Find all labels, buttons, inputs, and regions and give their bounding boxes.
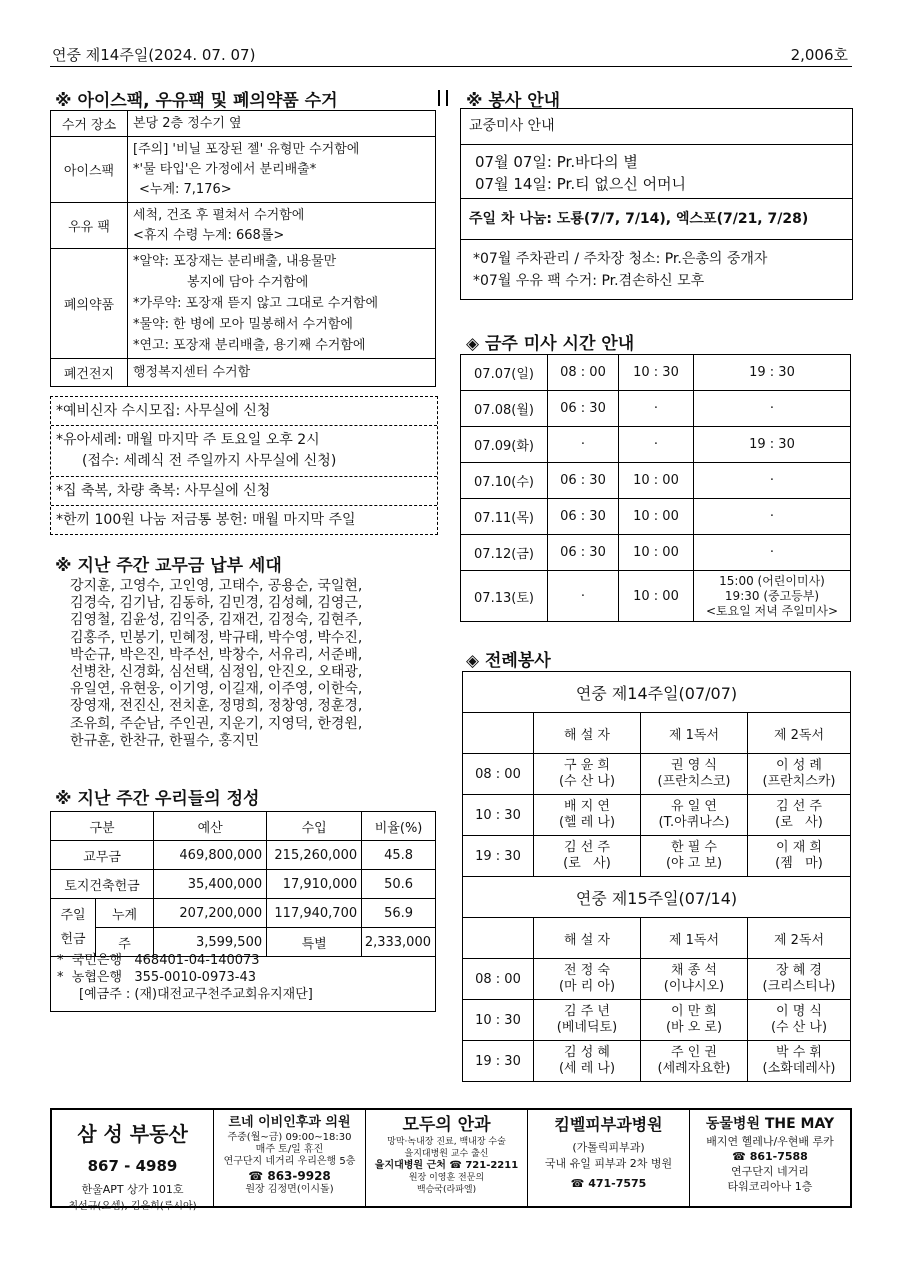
liturgy-time: 19 : 30	[463, 836, 534, 877]
mass-time: 10 : 00	[619, 499, 694, 535]
mass-time: 06 : 30	[548, 463, 619, 499]
liturgy-week-title: 연중 제15주일(07/14)	[463, 877, 851, 918]
ad-dermatology: 킴벨피부과병원 (가톨릭피부과) 국내 유일 피부과 2차 병원 ☎ 471-7575	[528, 1110, 690, 1206]
mass-row	[461, 535, 851, 571]
mass-date: 07.12(금)	[461, 535, 548, 571]
notice-item: *한끼 100원 나눔 저금통 봉헌: 매월 마지막 주일	[56, 512, 356, 528]
collection-label: 폐의약품	[51, 249, 128, 359]
liturgy-minister: 김 선 주 (로 사)	[534, 836, 641, 877]
liturgy-row	[463, 836, 851, 877]
mass-time: ·	[694, 463, 851, 499]
donor-names: 강지훈, 고영수, 고인영, 고태수, 공용순, 국일현, 김경숙, 김기남, 김동하, 김민경, 김성혜, 김영근, 김영철, 김윤성, 김익중, 김재건, 김정숙, 김현주, 김홍주, 민봉기, 민혜정, 박규태, 박수영, 박수진, 박순규, 박은진, 박주선, 박창수, 서유리, 서준배, 선병찬, 신경화, 심선택, 심정임, 안진오, 오태광, 유일연, 유현웅, 이기영, 이길재, 이주영, 이한숙, 장영재, 전진신, 전치훈, 정명희, 정창영, 정훈경, 조유희, 주순남, 주인권, 지운기, 지영덕, 한경원, 한규훈, 한찬규, 한필수, 홍지민	[70, 578, 363, 749]
finance-income: 17,910,000	[267, 870, 362, 899]
liturgy-corner	[463, 713, 534, 754]
finance-header: 수입	[267, 812, 362, 841]
collection-title: ※ 아이스팩, 우유팩 및 폐의약품 수거	[55, 91, 338, 111]
finance-ratio: 45.8	[362, 841, 436, 870]
liturgy-row	[463, 1000, 851, 1041]
mass-time: ·	[694, 391, 851, 427]
liturgy-week-title: 연중 제14주일(07/07)	[463, 672, 851, 713]
liturgy-time: 08 : 00	[463, 754, 534, 795]
liturgy-minister: 배 지 연 (헬 레 나)	[534, 795, 641, 836]
liturgy-minister: 구 윤 희 (수 산 나)	[534, 754, 641, 795]
mass-row	[461, 391, 851, 427]
collection-table	[50, 110, 436, 387]
ad-eye-clinic: 모두의 안과 망막·녹내장 진료, 백내장 수술 을지대병원 교수 출신 을지대병원 근처 ☎ 721-2211 원장 이영훈 전문의 백승국(라파엘)	[366, 1110, 528, 1206]
liturgy-role-header: 제 2독서	[748, 918, 851, 959]
car-sharing: 주일 차 나눔: 도룡(7/7, 7/14), 엑스포(7/21, 7/28)	[461, 199, 852, 240]
liturgy-minister: 김 주 년 (베네딕토)	[534, 1000, 641, 1041]
finance-income: 215,260,000	[267, 841, 362, 870]
week-label: 주	[96, 928, 154, 957]
mass-time: 19 : 30	[694, 427, 851, 463]
mass-date: 07.13(토)	[461, 571, 548, 622]
collection-text: 본당 2층 정수기 옆	[128, 111, 436, 137]
liturgy-row	[463, 795, 851, 836]
liturgy-row	[463, 754, 851, 795]
header-divider	[50, 66, 852, 67]
mass-time: ·	[548, 427, 619, 463]
liturgy-time: 08 : 00	[463, 959, 534, 1000]
collection-label: 수거 장소	[51, 111, 128, 137]
liturgy-minister: 이 재 희 (젬 마)	[748, 836, 851, 877]
bank-accounts: * 국민은행 468401-04-140073 * 농협은행 355-0010-0973-43 [예금주 : (재)대전교구천주교회유지재단]	[50, 948, 436, 1012]
mass-time: ·	[694, 535, 851, 571]
liturgy-minister: 권 영 식 (프란치스코)	[641, 754, 748, 795]
liturgy-table	[462, 671, 851, 1082]
finance-header: 구분	[51, 812, 154, 841]
ad-ent-clinic: 르네 이비인후과 의원 주중(월~금) 09:00~18:30 매주 토/일 휴진 연구단지 네거리 우리은행 5층 ☎ 863-9928 원장 김정면(이시돌)	[214, 1110, 366, 1206]
mass-date: 07.10(수)	[461, 463, 548, 499]
mass-time: 19 : 30	[694, 355, 851, 391]
liturgy-title: ◈ 전례봉사	[466, 651, 551, 671]
collection-text: 세척, 건조 후 펼쳐서 수거함에 <휴지 수령 누계: 668롤>	[128, 203, 436, 249]
liturgy-minister: 김 선 주 (로 사)	[748, 795, 851, 836]
collection-text: 행정복지센터 수거함	[128, 359, 436, 387]
mass-time: 06 : 30	[548, 499, 619, 535]
liturgy-role-header: 해 설 자	[534, 918, 641, 959]
liturgy-minister: 이 성 례 (프란치스카)	[748, 754, 851, 795]
mass-row	[461, 571, 851, 622]
finance-ratio: 50.6	[362, 870, 436, 899]
ad-vet-clinic: 동물병원 THE MAY 배지연 헬레나/우현배 루카 ☎ 861-7588 연구단지 네거리 타워코리아나 1층	[705, 1116, 835, 1193]
ads-bar	[50, 1108, 852, 1212]
mass-time: ·	[619, 391, 694, 427]
mass-date: 07.07(일)	[461, 355, 548, 391]
cumulative-ratio: 56.9	[362, 899, 436, 928]
mass-date: 07.11(목)	[461, 499, 548, 535]
week-amount: 3,599,500	[154, 928, 267, 957]
liturgy-row	[463, 959, 851, 1000]
service-title: ※ 봉사 안내	[466, 91, 561, 111]
notice-item: *유아세례: 매월 마지막 주 토요일 오후 2시 (접수: 세례식 전 주일까지 사무실에 신청)	[51, 426, 437, 477]
cumulative-budget: 207,200,000	[154, 899, 267, 928]
notice-box	[50, 396, 438, 535]
liturgy-time: 10 : 30	[463, 1000, 534, 1041]
cumulative-label: 누계	[96, 899, 154, 928]
collection-text: *알약: 포장재는 분리배출, 내용물만 봉지에 담아 수거함에 *가루약: 포장재 뜯지 않고 그대로 수거함에 *물약: 한 병에 모아 밀봉해서 수거함에 *연고: 포장재 분리배출, 용기째 수거함에	[128, 249, 436, 359]
finance-label: 교무금	[51, 841, 154, 870]
mass-row	[461, 463, 851, 499]
mass-header: 교중미사 안내	[461, 109, 852, 145]
liturgy-corner	[463, 918, 534, 959]
monthly-duty: *07월 주차관리 / 주차장 청소: Pr.은총의 중개자 *07월 우유 팩 수거: Pr.겸손하신 모후	[473, 251, 768, 289]
liturgy-time: 19 : 30	[463, 1041, 534, 1082]
ad-realestate: 삼 성 부동산 867 - 4989 한울APT 상가 101호 최선규(요셉), 김은희(루시아)	[52, 1110, 214, 1206]
mass-time: ·	[694, 499, 851, 535]
service-box	[460, 108, 853, 300]
special-label: 특별	[267, 928, 362, 957]
liturgy-role-header: 해 설 자	[534, 713, 641, 754]
mass-duty: 07월 07일: Pr.바다의 별 07월 14일: Pr.티 없으신 어머니	[461, 145, 852, 199]
liturgy-minister: 김 성 혜 (세 레 나)	[534, 1041, 641, 1082]
finance-header: 비율(%)	[362, 812, 436, 841]
mass-row	[461, 355, 851, 391]
notice-item: *집 축복, 차량 축복: 사무실에 신청	[51, 477, 437, 506]
collection-label: 우유 팩	[51, 203, 128, 249]
collection-label: 아이스팩	[51, 137, 128, 203]
title-bar-mark	[438, 90, 448, 106]
liturgy-row	[463, 1041, 851, 1082]
mass-time: ·	[548, 571, 619, 622]
liturgy-minister: 주 인 권 (세례자요한)	[641, 1041, 748, 1082]
mass-time: 10 : 30	[619, 355, 694, 391]
finance-budget: 469,800,000	[154, 841, 267, 870]
mass-time: 15:00 (어린이미사) 19:30 (중고등부) <토요일 저녁 주일미사>	[694, 571, 851, 622]
liturgy-role-header: 제 2독서	[748, 713, 851, 754]
bulletin-date: 연중 제14주일(2024. 07. 07)	[52, 46, 256, 64]
sunday-offering-label: 주일 헌금	[51, 899, 96, 957]
liturgy-role-header: 제 1독서	[641, 918, 748, 959]
special-amount: 2,333,000	[362, 928, 436, 957]
mass-row	[461, 499, 851, 535]
notice-item: *예비신자 수시모집: 사무실에 신청	[51, 397, 437, 426]
mass-date: 07.09(화)	[461, 427, 548, 463]
mass-time: ·	[619, 427, 694, 463]
finance-header: 예산	[154, 812, 267, 841]
mass-time: 10 : 00	[619, 571, 694, 622]
mass-row	[461, 427, 851, 463]
liturgy-time: 10 : 30	[463, 795, 534, 836]
finance-budget: 35,400,000	[154, 870, 267, 899]
liturgy-role-header: 제 1독서	[641, 713, 748, 754]
mass-date: 07.08(월)	[461, 391, 548, 427]
liturgy-minister: 전 정 숙 (마 리 아)	[534, 959, 641, 1000]
mass-time: 10 : 00	[619, 535, 694, 571]
finance-label: 토지건축헌금	[51, 870, 154, 899]
cumulative-income: 117,940,700	[267, 899, 362, 928]
mass-times-table	[460, 354, 851, 622]
mass-time: 08 : 00	[548, 355, 619, 391]
liturgy-minister: 유 일 연 (T.아퀴나스)	[641, 795, 748, 836]
collection-text: [주의] '비닐 포장된 젤' 유형만 수거함에 *'물 타입'은 가정에서 분리배출* <누계: 7,176>	[128, 137, 436, 203]
mass-time: 10 : 00	[619, 463, 694, 499]
finance-table	[50, 811, 436, 957]
liturgy-minister: 이 명 식 (수 산 나)	[748, 1000, 851, 1041]
liturgy-minister: 한 필 수 (야 고 보)	[641, 836, 748, 877]
liturgy-minister: 장 혜 경 (크리스티나)	[748, 959, 851, 1000]
donors-title: ※ 지난 주간 교무금 납부 세대	[55, 556, 282, 576]
finance-title: ※ 지난 주간 우리들의 정성	[55, 789, 260, 809]
liturgy-minister: 채 종 석 (이냐시오)	[641, 959, 748, 1000]
mass-times-title: ◈ 금주 미사 시간 안내	[466, 334, 635, 354]
liturgy-minister: 박 수 휘 (소화데레사)	[748, 1041, 851, 1082]
issue-number: 2,006호	[790, 46, 848, 64]
mass-time: 06 : 30	[548, 535, 619, 571]
collection-label: 폐건전지	[51, 359, 128, 387]
liturgy-minister: 이 만 희 (바 오 로)	[641, 1000, 748, 1041]
mass-time: 06 : 30	[548, 391, 619, 427]
